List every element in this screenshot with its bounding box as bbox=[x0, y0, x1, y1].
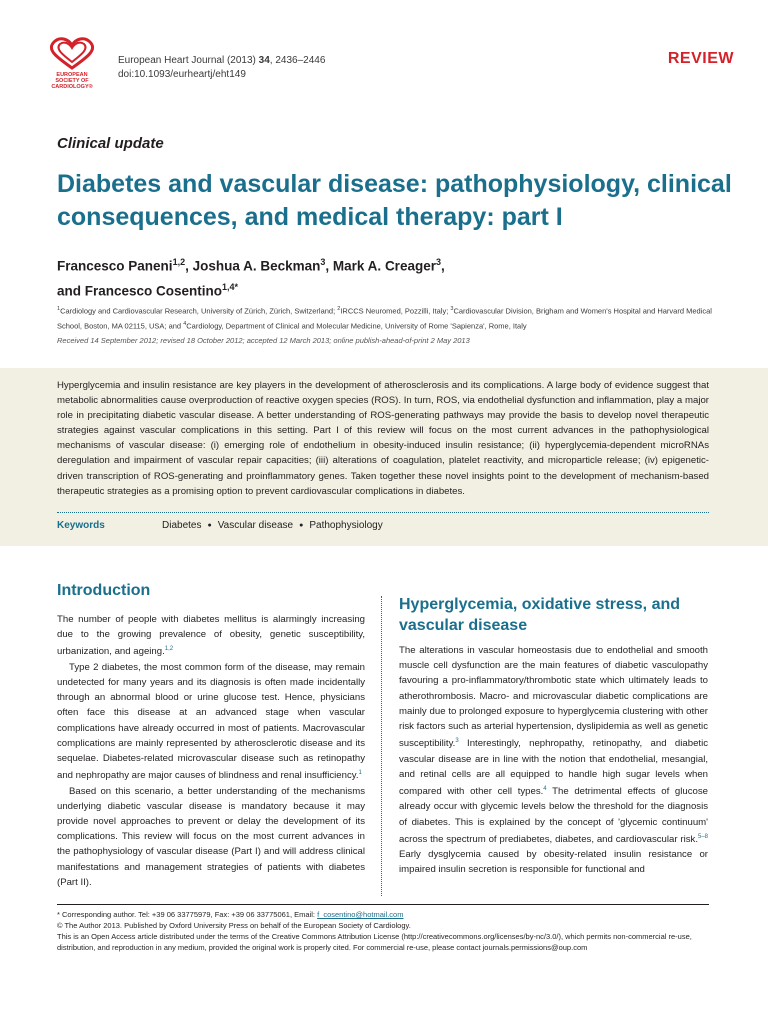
logo-text bbox=[38, 72, 106, 90]
paragraph bbox=[57, 660, 365, 784]
affiliation-mark: 3 bbox=[450, 306, 454, 312]
journal-line bbox=[118, 54, 325, 68]
paragraph-text: Type 2 diabetes, the most common form of the disease, may remain undetected for many years and its diagnosis is often made incidentally through an abnormal blood or urine glucose test. Hence, physicians often face this disease at an advanced stage when vascular complications have already occurred in most of patients. Macrovascular complications are mainly represented by atherosclerotic disease and its sequelae. Diabetes-related microvascular disease such as retinopathy and nephropathy are major causes of blindness and renal insufficiency. bbox=[57, 661, 365, 782]
author-separator: , bbox=[440, 258, 445, 274]
article-type-label: REVIEW bbox=[667, 50, 734, 67]
author-name: Francesco Paneni bbox=[57, 258, 173, 274]
author-name: Joshua A. Beckman bbox=[192, 258, 321, 274]
journal-citation bbox=[118, 54, 325, 82]
paragraph-text: The detrimental effects of glucose already occur with glycemic levels below the threshold for the diagnosis of diabetes. This is explained by the concept of 'glycemic continuum' across the spectrum of prediabetes, diabetes, and cardiovascular risk. bbox=[399, 786, 708, 845]
journal-pages: , 2436–2446 bbox=[269, 55, 326, 66]
author-name: Mark A. Creager bbox=[332, 258, 436, 274]
hyperglycemia-heading: Hyperglycemia, oxidative stress, and vascular disease bbox=[399, 596, 681, 634]
keywords-label: Keywords bbox=[57, 520, 105, 531]
keyword: Vascular disease bbox=[217, 520, 294, 531]
introduction-heading: Introduction bbox=[57, 582, 151, 599]
author-list bbox=[57, 252, 707, 301]
affiliation-text: Cardiology, Department of Clinical and Molecular Medicine, University of Rome 'Sapienza', Rome, Italy bbox=[186, 321, 527, 330]
keywords-list bbox=[162, 520, 383, 531]
copyright: © The Author 2013. Published by Oxford University Press on behalf of the European Society of Cardiology. bbox=[57, 921, 411, 930]
journal-volume: 34 bbox=[258, 55, 270, 66]
section-label: Clinical update bbox=[57, 135, 164, 152]
affiliation-mark: 1 bbox=[57, 306, 61, 312]
affiliation-text: Cardiovascular Division, Brigham and Women's Hospital and Harvard Medical School, Boston, MA 02115, USA; and bbox=[57, 306, 712, 330]
email-link[interactable]: f_cosentino@hotmail.com bbox=[317, 910, 404, 919]
paragraph bbox=[57, 784, 365, 890]
paragraph-text: The alterations in vascular homeostasis due to endothelial and smooth muscle cell dysfunction are the main features of diabetic vasculopathy favouring a pro-inflammatory/thrombotic state which ultimately leads to atherothrombosis. Macro- and microvascular diabetic complications are mainly due to prolonged exposure to hyperglycemia clustering with other risk factors such as arterial hypertension, dyslipidemia as well as genetic susceptibility. bbox=[399, 645, 708, 750]
affiliation-text: IRCCS Neuromed, Pozzilli, Italy; bbox=[340, 306, 451, 316]
affiliation-mark: 4 bbox=[183, 320, 187, 327]
logo-text-line: EUROPEAN bbox=[56, 72, 88, 78]
affiliation-text: Cardiology and Cardiovascular Research, University of Zürich, Zürich, Switzerland; bbox=[60, 306, 338, 316]
author-affiliation-mark: 1,2 bbox=[172, 257, 186, 267]
affiliation-mark: 2 bbox=[337, 306, 341, 312]
publication-dates: Received 14 September 2012; revised 18 October 2012; accepted 12 March 2013; online publish-ahead-of-print 2 May 2013 bbox=[57, 336, 470, 345]
logo-text-line: CARDIOLOGY® bbox=[51, 84, 93, 90]
keyword-bullet: ● bbox=[207, 521, 212, 529]
keywords-divider bbox=[57, 512, 709, 513]
keyword: Pathophysiology bbox=[309, 520, 383, 531]
citation-mark: 1,2 bbox=[164, 646, 174, 653]
logo-text-line: SOCIETY OF bbox=[55, 78, 89, 84]
keyword: Diabetes bbox=[162, 520, 202, 531]
citation-mark: 4 bbox=[543, 786, 547, 793]
paragraph-text: The number of people with diabetes mellitus is alarmingly increasing due to the growing prevalence of obesity, genetic susceptibility, urbanization, and ageing. bbox=[57, 614, 365, 658]
author-affiliation-mark: 1,4* bbox=[222, 281, 239, 292]
paragraph-text: Based on this scenario, a better understanding of the mechanisms underlying diabetic vascular disease is mandatory because it may provide novel approaches to prevent or delay the development of its complications. This review will focus on the most current advances in the pathophysiology of vascular disease (Part I) and will address clinical manifestations and management strategies of patients with diabetes (Part II). bbox=[57, 785, 365, 888]
paragraph bbox=[399, 643, 708, 878]
author-name: and Francesco Cosentino bbox=[57, 283, 223, 298]
journal-name: European Heart Journal (2013) bbox=[118, 55, 259, 66]
citation-mark: 1 bbox=[358, 770, 362, 777]
author-separator: , bbox=[185, 258, 193, 274]
corresponding-author: * Corresponding author. Tel: +39 06 33775979, Fax: +39 06 33775061, Email: f_cosentino@hotmail.com bbox=[57, 910, 404, 919]
paragraph bbox=[57, 612, 365, 660]
paragraph-text: Early dysglycemia caused by obesity-related insulin resistance or impaired insulin secretion is responsible for functional and bbox=[399, 849, 708, 876]
abstract-text: Hyperglycemia and insulin resistance are key players in the development of atherosclerosis and its complications. A large body of evidence suggest that metabolic abnormalities cause overproduction of reactive oxygen species (ROS). In turn, ROS, via endothelial dysfunction and inflammation, play a major role in precipitating diabetic vascular disease. A better understanding of ROS-generating pathways may provide the basis to develop novel therapeutic strategies against vascular complications in this setting. Part I of this review will focus on the most current advances in the pathophysiological mechanisms of vascular disease: (i) emerging role of endothelium in obesity-induced insulin resistance; (ii) hyperglycemia-dependent microRNAs deregulation and impairment of vascular repair capacities; (iii) alterations of coagulation, platelet reactivity, and microparticle release; (iv) epigenetic-driven transcription of ROS-generating and proinflammatory genes. Taken together these novel insights point to the development of mechanism-based therapeutic strategies as a promising option to prevent cardiovascular complications in diabetes. bbox=[57, 380, 709, 497]
license: This is an Open Access article distributed under the terms of the Creative Commons Attribution License (http://creativecommons.org/licenses/by-nc/3.0/), which permits non-commercial re-use, distribution, and reproduction in any medium, provided the original work is properly cited. For commercial re-use, please contact journals.permissions@oup.com bbox=[57, 932, 692, 952]
footnotes bbox=[57, 909, 717, 953]
article-title: Diabetes and vascular disease: pathophysiology, clinical consequences, and medical therapy: part I bbox=[57, 170, 732, 231]
author-separator: , bbox=[325, 258, 333, 274]
paragraph-text: Interestingly, nephropathy, retinopathy, and diabetic vascular disease are in line with the notion that endothelial, mesangial, and retinal cells are all equipped to handle high sugar levels when compared with other cell types. bbox=[399, 738, 708, 798]
author-affiliation-mark: 3 bbox=[320, 257, 326, 267]
author-affiliation-mark: 3 bbox=[435, 257, 441, 267]
citation-mark: 3 bbox=[455, 738, 459, 745]
introduction-body bbox=[57, 612, 365, 890]
keyword-bullet: ● bbox=[299, 521, 304, 529]
column-divider bbox=[381, 596, 382, 896]
affiliations bbox=[57, 303, 717, 332]
citation-mark: 5–8 bbox=[697, 833, 708, 840]
hyperglycemia-body bbox=[399, 643, 708, 878]
doi: doi:10.1093/eurheartj/eht149 bbox=[118, 69, 246, 80]
footnote-rule bbox=[57, 904, 709, 905]
